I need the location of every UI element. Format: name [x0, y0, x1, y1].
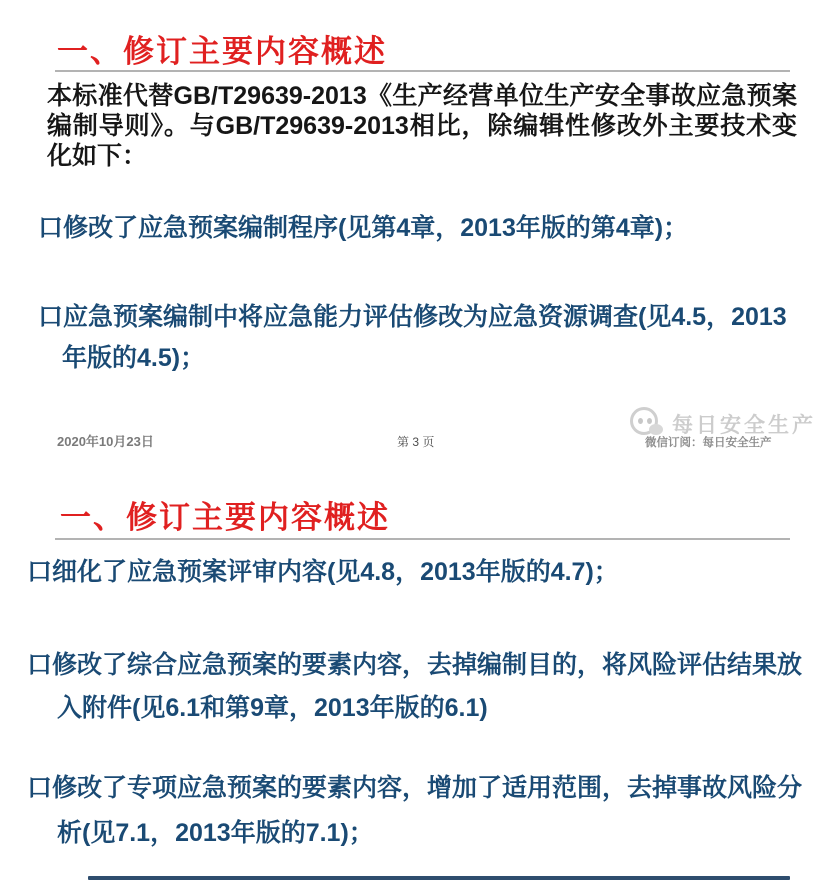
- slide2-bullet-2: 口修改了综合应急预案的要素内容，去掉编制目的，将风险评估结果放入附件(见6.1和第9章，2013年版的6.1): [27, 651, 803, 722]
- slide1-title: 一、修订主要内容概述: [57, 34, 387, 69]
- slide2-bullet-3: 口修改了专项应急预案的要素内容，增加了适用范围，去掉事故风险分析(见7.1，2013年版的7.1)；: [27, 774, 803, 847]
- watermark-logo-eye-icon: [647, 418, 652, 424]
- slide2-bullet-1: 口细化了应急预案评审内容(见4.8，2013年版的4.7)；: [27, 558, 619, 586]
- cutoff-text-strip: [88, 876, 790, 880]
- slide1-footer-date: 2020年10月23日: [57, 434, 154, 449]
- slide1-intro-paragraph: 本标准代替GB/T29639-2013《生产经营单位生产安全事故应急预案编制导则》。与GB/T29639-2013相比，除编辑性修改外主要技术变化如下：: [47, 82, 797, 170]
- slide1-title-underline: [55, 70, 790, 72]
- slide1-page-number: 第 3 页: [397, 435, 435, 449]
- slide2-title: 一、修订主要内容概述: [60, 500, 390, 535]
- watermark-subtitle: 微信订阅：每日安全生产: [645, 437, 772, 449]
- slide1-bullet-1: 口修改了应急预案编制程序(见第4章，2013年版的第4章)；: [38, 214, 689, 242]
- slide1-bullet-2: 口应急预案编制中将应急能力评估修改为应急资源调查(见4.5，2013年版的4.5)；: [38, 303, 787, 372]
- watermark-logo-icon: [630, 407, 658, 435]
- watermark-title: 每日安全生产: [672, 414, 816, 437]
- watermark-logo-eye-icon: [638, 418, 643, 424]
- slide2-title-underline: [55, 538, 790, 540]
